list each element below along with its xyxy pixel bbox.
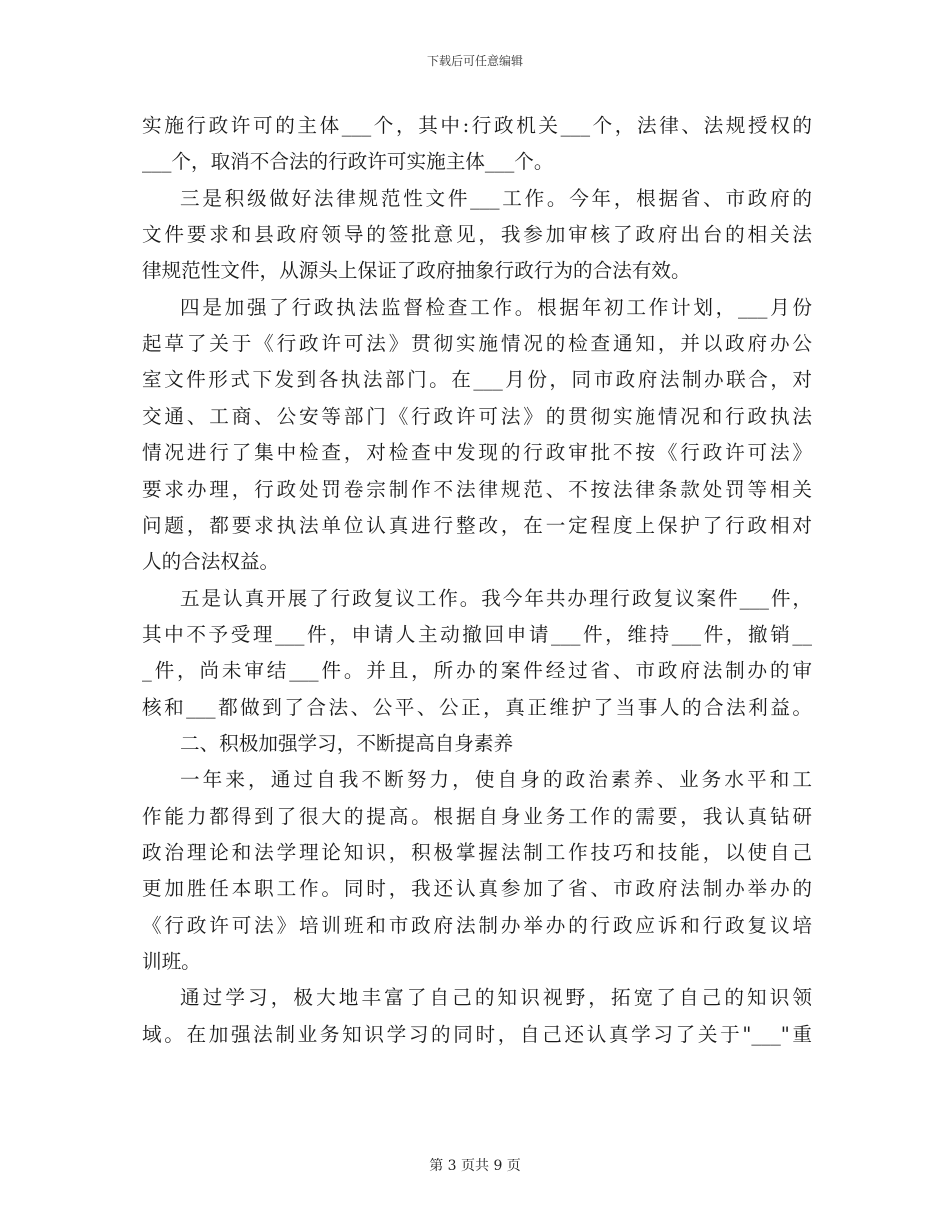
text-line: 三是积级做好法律规范性文件___工作。今年，根据省、市政府的 (180, 187, 812, 210)
text-line: 通过学习，极大地丰富了自己的知识视野，拓宽了自己的知识领 (180, 986, 812, 1009)
text-line: 更加胜任本职工作。同时，我还认真参加了省、市政府法制办举办的 (142, 877, 812, 900)
text-line: 政治理论和法学理论知识，积极掌握法制工作技巧和技能，以使自己 (142, 841, 812, 864)
text-line: 二、积极加强学习，不断提高自身素养 (180, 732, 514, 755)
text-line: 情况进行了集中检查，对检查中发现的行政审批不按《行政许可法》 (142, 441, 812, 464)
text-line: 人的合法权益。 (142, 550, 280, 573)
text-line: 交通、工商、公安等部门《行政许可法》的贯彻实施情况和行政执法 (142, 405, 812, 428)
text-line: 五是认真开展了行政复议工作。我今年共办理行政复议案件___件， (180, 587, 812, 610)
page-header: 下载后可任意编辑 (426, 54, 523, 68)
text-line: ___个，取消不合法的行政许可实施主体___个。 (142, 150, 554, 173)
text-line: 作能力都得到了很大的提高。根据自身业务工作的需要，我认真钻研 (142, 805, 812, 828)
text-line: 域。在加强法制业务知识学习的同时，自己还认真学习了关于"___"重 (142, 1023, 812, 1046)
text-line: 问题，都要求执法单位认真进行整改，在一定程度上保护了行政相对 (142, 514, 812, 537)
text-line: _件，尚未审结___件。并且，所办的案件经过省、市政府法制办的审 (142, 659, 812, 682)
text-line: 文件要求和县政府领导的签批意见，我参加审核了政府出台的相关法 (142, 223, 812, 246)
text-line: 核和___都做到了合法、公平、公正，真正维护了当事人的合法利益。 (142, 696, 812, 719)
text-line: 训班。 (142, 950, 201, 973)
text-line: 律规范性文件，从源头上保证了政府抽象行政行为的合法有效。 (142, 259, 691, 282)
text-line: 四是加强了行政执法监督检查工作。根据年初工作计划，___月份 (180, 296, 812, 319)
text-line: 要求办理，行政处罚卷宗制作不法律规范、不按法律条款处罚等相关 (142, 478, 812, 501)
text-line: 室文件形式下发到各执法部门。在___月份，同市政府法制办联合，对 (142, 368, 812, 391)
text-line: 起草了关于《行政许可法》贯彻实施情况的检查通知，并以政府办公 (142, 332, 812, 355)
text-line: 《行政许可法》培训班和市政府法制办举办的行政应诉和行政复议培 (142, 914, 812, 937)
text-line: 实施行政许可的主体___个，其中:行政机关___个，法律、法规授权的 (142, 114, 812, 137)
page-footer: 第 3 页共 9 页 (429, 1158, 521, 1174)
text-line: 一年来，通过自我不断努力，使自身的政治素养、业务水平和工 (180, 768, 812, 791)
text-line: 其中不予受理___件，申请人主动撤回申请___件，维持___件，撤销__ (142, 623, 812, 646)
